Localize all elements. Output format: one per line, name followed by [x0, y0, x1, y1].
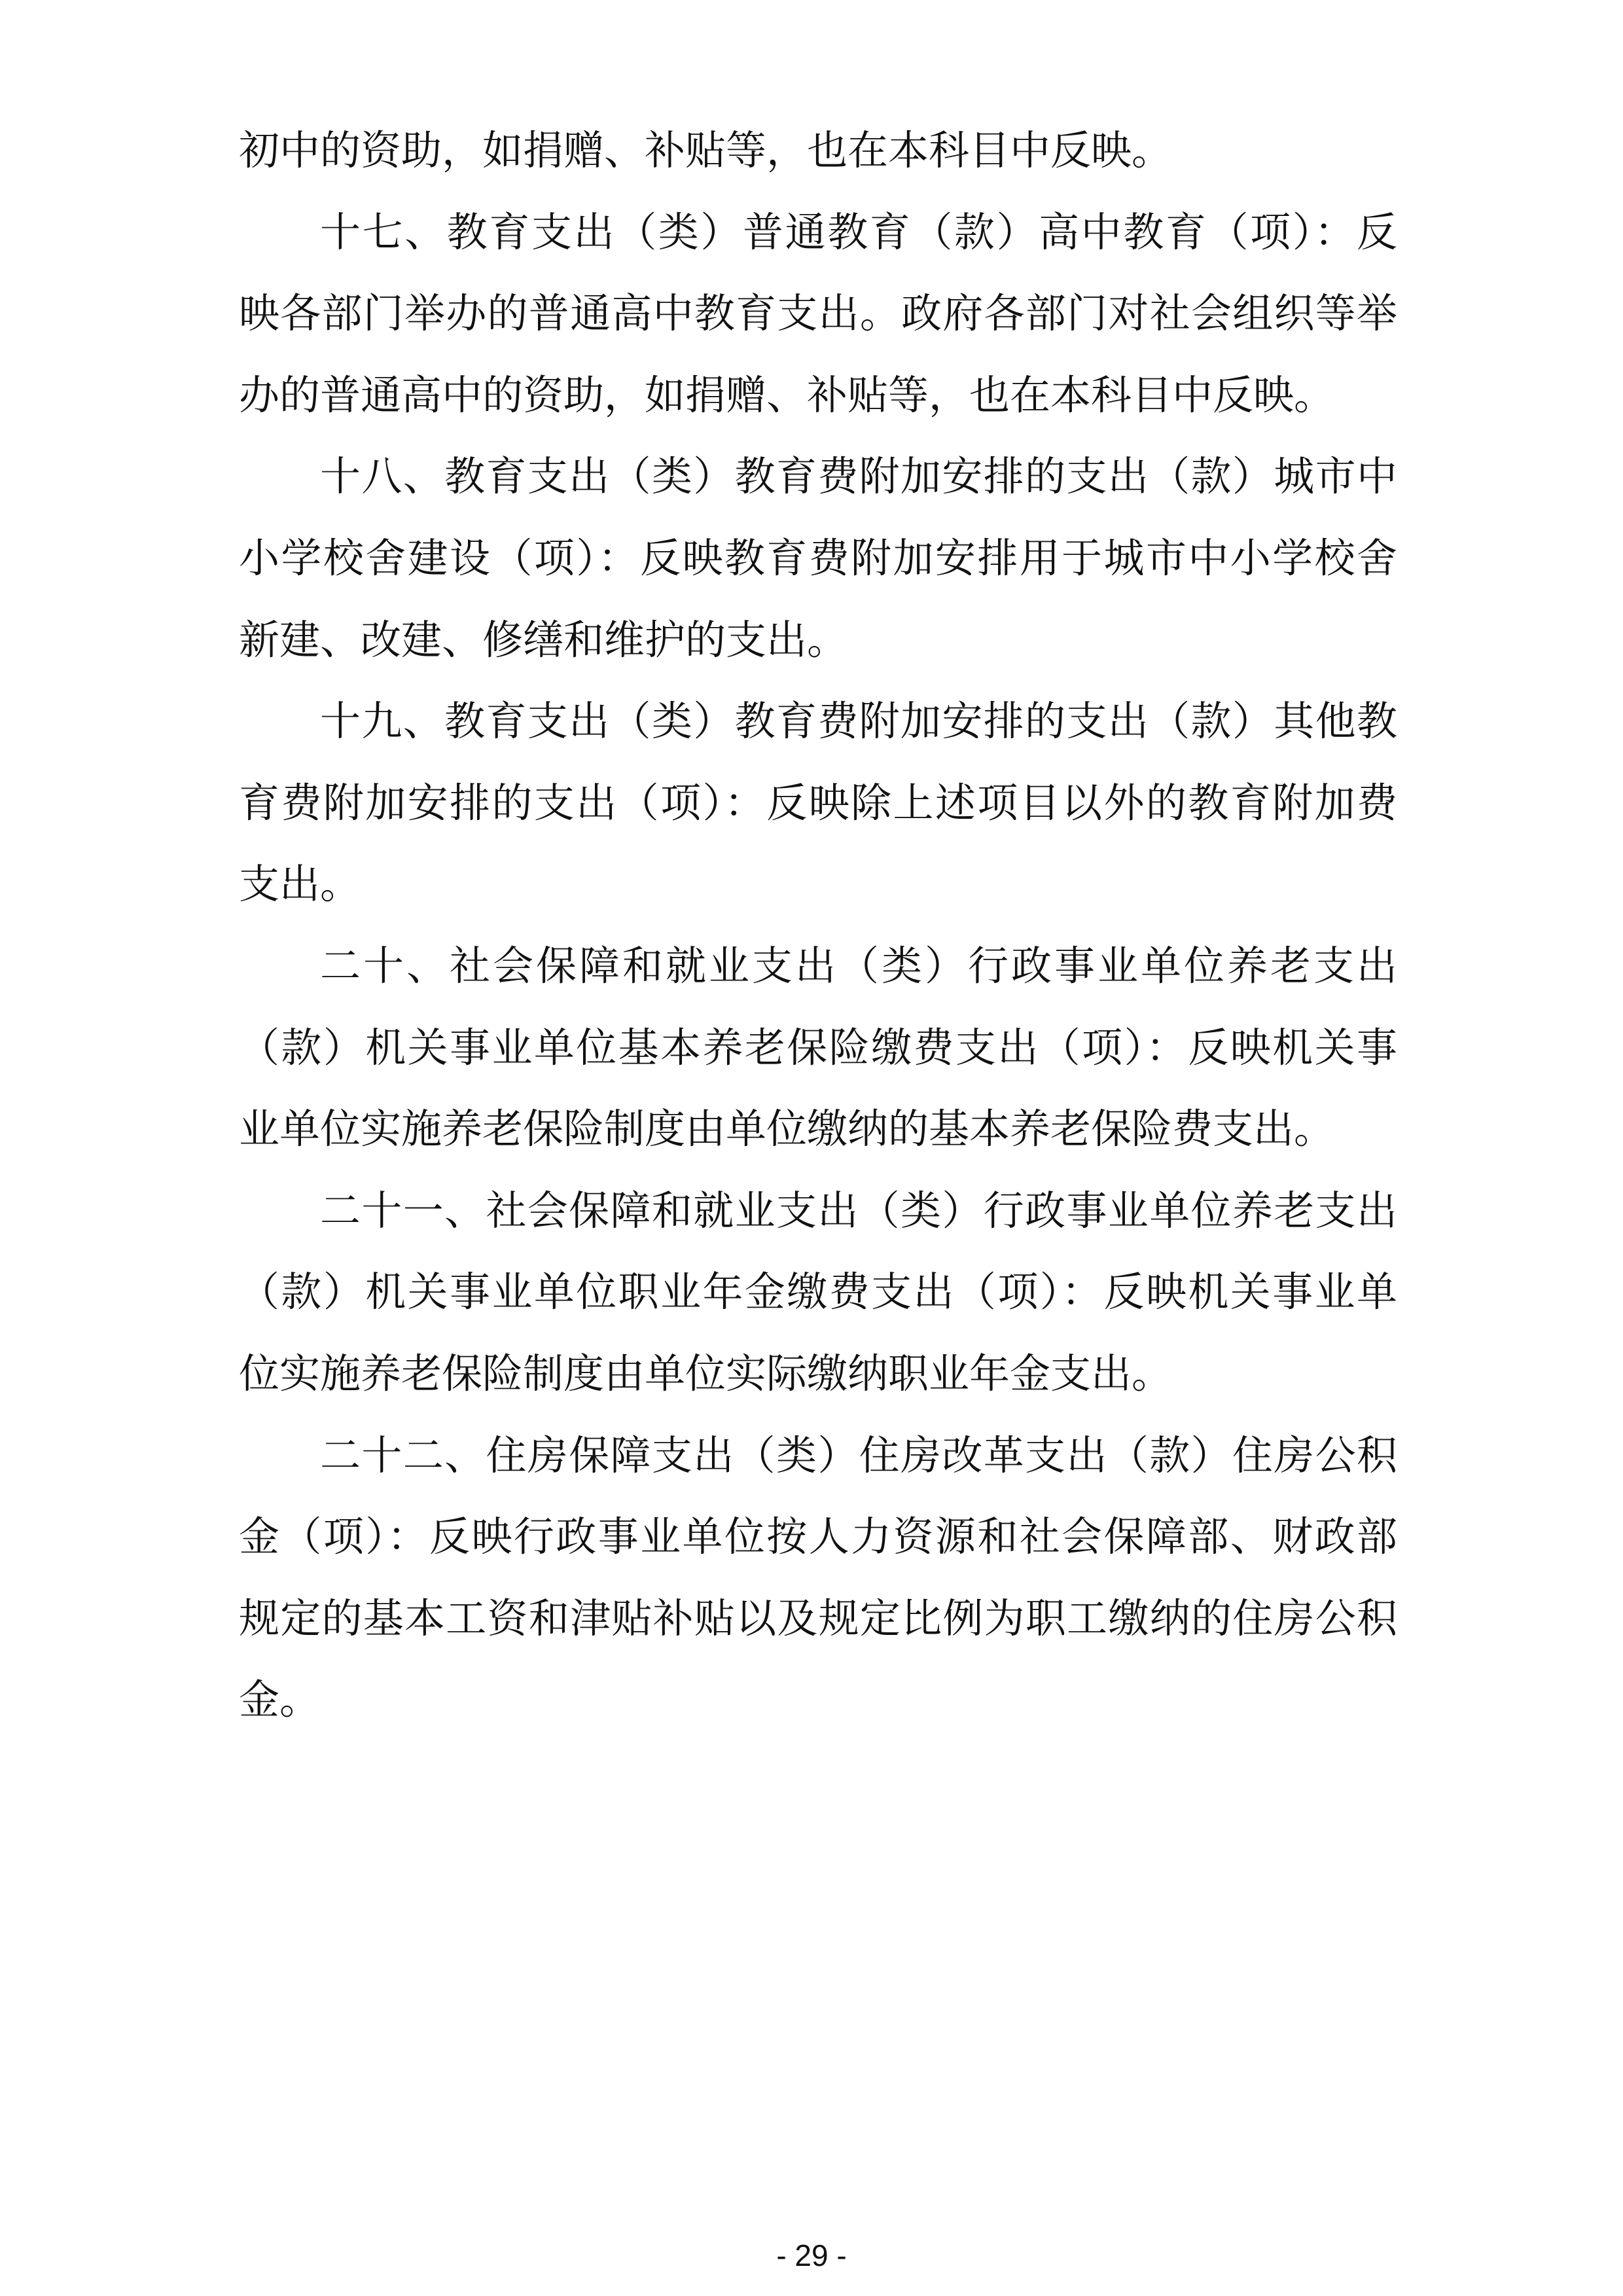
page-number: - 29 - — [776, 2238, 847, 2272]
text-line: 规定的基本工资和津贴补贴以及规定比例为职工缴纳的住房公积 — [239, 1594, 1397, 1642]
text-line: 金。 — [239, 1676, 321, 1724]
document-body — [239, 110, 1397, 1741]
paragraph-continuation — [239, 110, 1397, 192]
text-line: 十七、教育支出（类）普通教育（款）高中教育（项）：反 — [320, 207, 1397, 256]
text-line: （款）机关事业单位基本养老保险缴费支出（项）：反映机关事 — [239, 1023, 1397, 1071]
text-line: 二十二、住房保障支出（类）住房改革支出（款）住房公积 — [320, 1431, 1397, 1479]
paragraph-item-19 — [239, 681, 1397, 925]
text-line: 育费附加安排的支出（项）：反映除上述项目以外的教育附加费 — [239, 778, 1397, 827]
text-line: 十八、教育支出（类）教育费附加安排的支出（款）城市中 — [320, 452, 1397, 501]
paragraph-item-20 — [239, 925, 1397, 1170]
text-line: 业单位实施养老保险制度由单位缴纳的基本养老保险费支出。 — [239, 1105, 1335, 1153]
text-line: 办的普通高中的资助，如捐赠、补贴等，也在本科目中反映。 — [239, 370, 1335, 419]
text-line: 位实施养老保险制度由单位实际缴纳职业年金支出。 — [239, 1349, 1173, 1397]
text-line: 新建、改建、修缮和维护的支出。 — [239, 615, 848, 664]
text-line: 小学校舍建设（项）：反映教育费附加安排用于城市中小学校舍 — [239, 533, 1397, 582]
text-line: 二十一、社会保障和就业支出（类）行政事业单位养老支出 — [320, 1186, 1397, 1234]
text-line: 金（项）：反映行政事业单位按人力资源和社会保障部、财政部 — [239, 1513, 1397, 1561]
text-line: 支出。 — [239, 860, 361, 908]
paragraph-item-18 — [239, 436, 1397, 681]
text-line: 十九、教育支出（类）教育费附加安排的支出（款）其他教 — [320, 697, 1397, 745]
text-line: 初中的资助，如捐赠、补贴等，也在本科目中反映。 — [239, 126, 1173, 174]
paragraph-item-22 — [239, 1415, 1397, 1741]
paragraph-item-17 — [239, 192, 1397, 437]
text-line: 映各部门举办的普通高中教育支出。政府各部门对社会组织等举 — [239, 289, 1397, 338]
text-line: （款）机关事业单位职业年金缴费支出（项）：反映机关事业单 — [239, 1268, 1397, 1316]
paragraph-item-21 — [239, 1170, 1397, 1415]
text-line: 二十、社会保障和就业支出（类）行政事业单位养老支出 — [320, 941, 1397, 990]
